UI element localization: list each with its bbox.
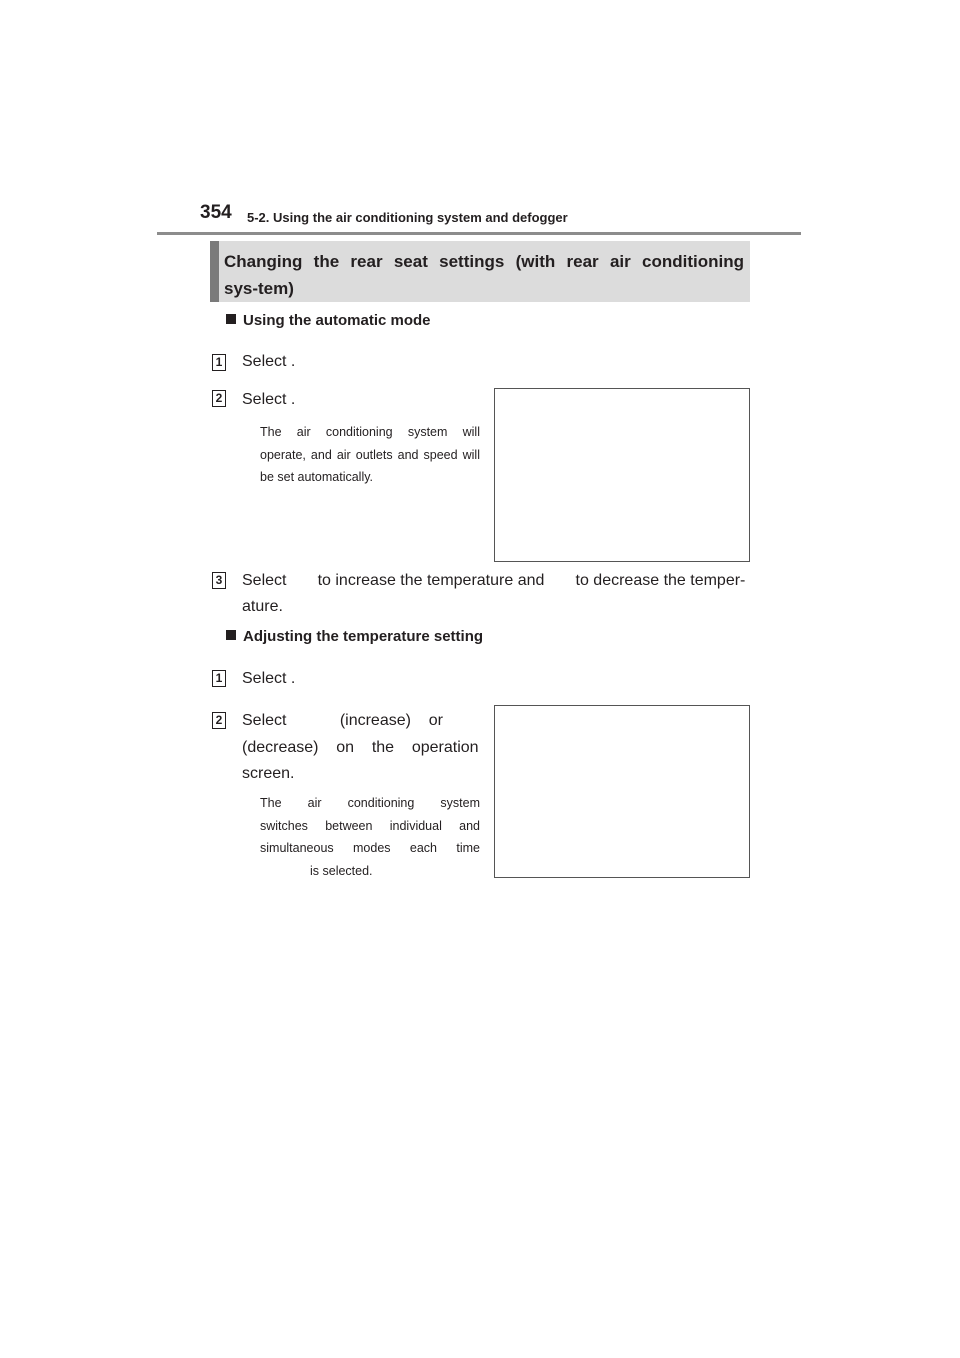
subheading-text: Using the automatic mode xyxy=(243,312,431,329)
step-text-continued: screen. xyxy=(242,765,295,782)
screen-illustration xyxy=(494,388,750,562)
step-text: Select . xyxy=(242,670,296,687)
step-number-badge: 2 xyxy=(212,712,226,729)
step-note-line: is selected. xyxy=(310,864,373,878)
step-text-continued: ature. xyxy=(242,598,283,615)
step-text: Select . xyxy=(242,391,296,408)
screen-illustration xyxy=(494,705,750,878)
step-text: Select . xyxy=(242,353,296,370)
step-text-continued: (decrease) on the operation xyxy=(242,739,479,756)
step-note: The air conditioning system will operate, and air outlets and speed will be set automatically. xyxy=(260,425,480,484)
running-head: 5-2. Using the air conditioning system and defogger xyxy=(247,210,568,225)
step-note-line: switches between individual and xyxy=(260,819,480,833)
step-text: Select to increase the temperature and to decrease the temper- xyxy=(242,572,746,589)
subheading-temperature-setting xyxy=(226,628,483,645)
step-number-badge: 1 xyxy=(212,354,226,371)
header-rule xyxy=(157,232,801,235)
section-heading-bar xyxy=(210,241,219,302)
step-text: Select (increase) or xyxy=(242,712,443,729)
step-note-line: The air conditioning system xyxy=(260,796,480,810)
step-note-line: simultaneous modes each time xyxy=(260,841,480,855)
subheading-automatic-mode xyxy=(226,312,431,329)
step-number-badge: 1 xyxy=(212,670,226,687)
section-heading-box xyxy=(210,241,750,302)
square-bullet-icon xyxy=(226,314,236,324)
step-number-badge: 3 xyxy=(212,572,226,589)
subheading-text: Adjusting the temperature setting xyxy=(243,628,484,645)
square-bullet-icon xyxy=(226,630,236,640)
page-number: 354 xyxy=(200,202,232,223)
step-number-badge: 2 xyxy=(212,390,226,407)
section-title: Changing the rear seat settings (with rear air conditioning sys-tem) xyxy=(224,252,744,298)
